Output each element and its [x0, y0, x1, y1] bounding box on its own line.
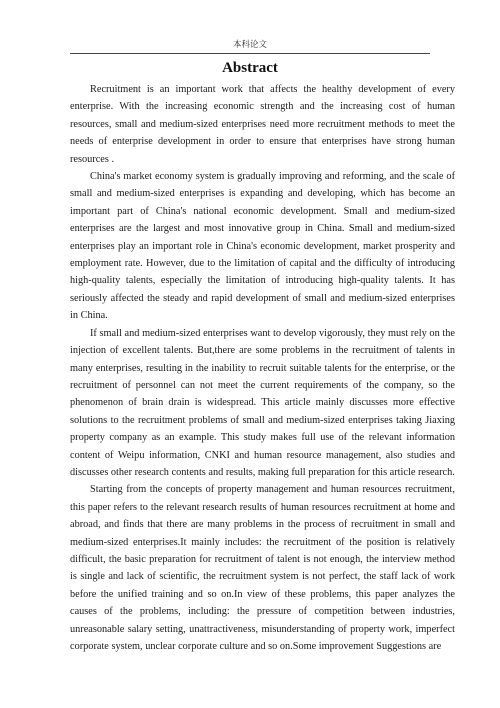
abstract-title: Abstract	[222, 60, 278, 76]
abstract-paragraph-1: Recruitment is an important work that affects the healthy development of every enterprise. With the increasing economic strength and the increasing cost of human resources, small and medium-sized enterprises need more recruitment methods to meet the needs of enterprise development in order to ensure that enterprises have strong human resources .	[70, 84, 455, 165]
running-header: 本科论文	[232, 40, 267, 50]
abstract-paragraph-2: China's market economy system is gradually improving and reforming, and the scale of small and medium-sized enterprises is expanding and developing, which has become an important part of China's national economic development. Small and medium-sized enterprises are the largest and most innovative group in China. Small and medium-sized enterprises play an important role in China's economic development, market prosperity and employment rate. However, due to the limitation of capital and the difficulty of introducing high-quality talents, especially the limitation of introducing high-quality talents. It has seriously affected the steady and rapid development of small and medium-sized enterprises in China.	[70, 171, 455, 322]
header-rule	[70, 53, 430, 54]
abstract-body	[70, 81, 455, 655]
abstract-paragraph-3: If small and medium-sized enterprises want to develop vigorously, they must rely on the injection of excellent talents. But,there are some problems in the recruitment of talents in many enterprises, resulting in the inability to recruit suitable talents for the enterprise, or the recruitment of personnel can not meet the current requirements of the company, so the phenomenon of brain drain is widespread. This article mainly discusses more effective solutions to the recruitment problems of small and medium-sized enterprises taking Jiaxing property company as an example. This study makes full use of the relevant information content of Weipu information, CNKI and human resource management, also studies and discusses other research contents and results, making full preparation for this article research.	[70, 327, 455, 478]
abstract-paragraph-4: Starting from the concepts of property management and human resources recruitment, this paper refers to the relevant research results of human resources recruitment at home and abroad, and finds that there are many problems in the process of recruitment in small and medium-sized enterprises.It mainly includes: the recruitment of the position is relatively difficult, the basic preparation for recruitment of talent is not enough, the interview method is single and lack of scientific, the recruitment system is not perfect, the staff lack of work before the unified training and so on.In view of these problems, this paper analyzes the causes of the problems, including: the pressure of competition between industries, unreasonable salary setting, unattractiveness, misunderstanding of property work, imperfect corporate system, unclear corporate culture and so on.Some improvement Suggestions are	[70, 484, 455, 652]
